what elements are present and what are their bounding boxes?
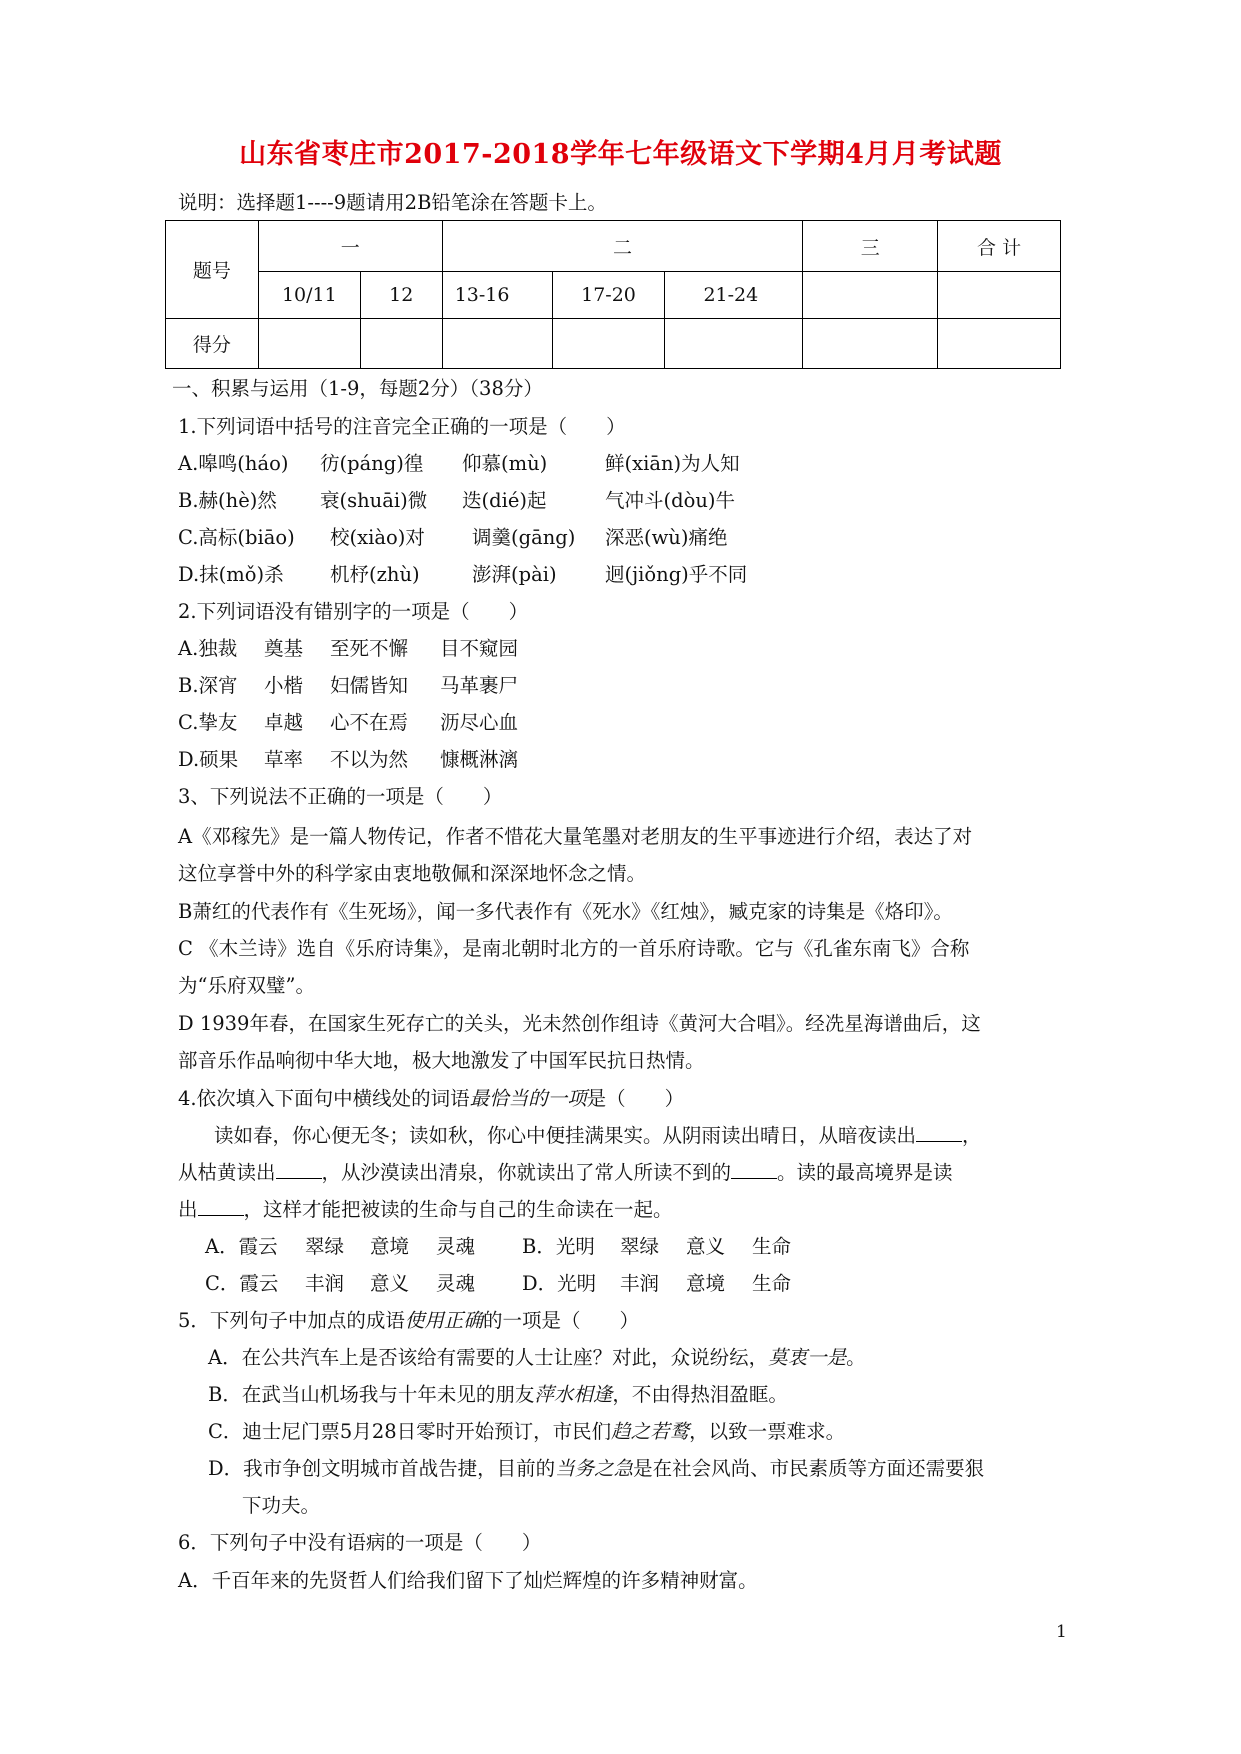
question-number-header: 题号 <box>166 221 259 319</box>
q3-option-c-line1: C 《木兰诗》选自《乐府诗集》，是南北朝时北方的一首乐府诗歌。它与《孔雀东南飞》合称 <box>178 937 970 960</box>
group-2-header: 二 <box>442 221 803 272</box>
q3-option-c-line2: 为“乐府双璧”。 <box>178 974 315 997</box>
group-3-header: 三 <box>803 221 938 272</box>
score-cell <box>938 319 1061 369</box>
group-1-header: 一 <box>258 221 442 272</box>
section-1-heading: 一、积累与运用（1-9，每题2分）（38分） <box>172 377 543 400</box>
q5-option-a: A．在公共汽车上是否该给有需要的人士让座？对此，众说纷纭，莫衷一是。 <box>208 1346 866 1369</box>
score-cell <box>442 319 552 369</box>
subcol-21-24: 21-24 <box>665 272 803 319</box>
q4-stem: 4.依次填入下面句中横线处的词语最恰当的一项是（ ） <box>178 1087 685 1110</box>
blank-line <box>198 1197 244 1216</box>
subcol-10-11: 10/11 <box>258 272 360 319</box>
score-cell <box>665 319 803 369</box>
q2-stem: 2.下列词语没有错别字的一项是（ ） <box>178 600 529 623</box>
score-table <box>165 220 1061 369</box>
q3-option-a-line2: 这位享誉中外的科学家由衷地敬佩和深深地怀念之情。 <box>178 862 647 885</box>
score-cell <box>803 319 938 369</box>
instruction-note: 说明：选择题1----9题请用2B铅笔涂在答题卡上。 <box>178 191 607 214</box>
q4-passage-line2: 从枯黄读出 ，从沙漠读出清泉，你就读出了常人所读不到的 。读的最高境界是读 <box>178 1161 953 1184</box>
subcol-13-16: 13-16 <box>442 272 552 319</box>
blank-line <box>916 1123 962 1142</box>
blank-line <box>276 1160 322 1179</box>
document-page: 山东省枣庄市2017-2018学年七年级语文下学期4月月考试题 说明：选择题1----9题请用2B铅笔涂在答题卡上。 题号 一 二 三 合 计 10/11 12 13-16 17-20 21-24 得分 一、积累与运用（1-9，每题2分）（38分） 1.下列词语中括号的注音完全正确的一项是（ ） A.嗥鸣(háo) 彷(páng)徨 仰慕(mù) 鲜(xiān)为人知 B.赫(hè)然 衰(shuāi)微 迭(dié)起 气冲斗(dòu)牛 C.高标(biāo) 校(xiào)对 调羹(gāng) 深恶(wù)痛绝 D.抹(mǒ)杀 机杼(zhù) 澎湃(pài) 迥(jiǒng)乎不同 2.下列词语没有错别字的一项是（ ） A.独裁 奠基 至死不懈 目不窥园 B.深宵 小楷 妇儒皆知 马革裹尸 C.挚友 卓越 心不在焉 沥尽心血 D.硕果 草率 不以为然 慷概淋漓 3、下列说法不正确的一项是（ ） A《邓稼先》是一篇人物传记，作者不惜花大量笔墨对老朋友的生平事迹进行介绍，表达了对 这位享誉中外的科学家由衷地敬佩和深深地怀念之情。 B萧红的代表作有《生死场》，闻一多代表作有《死水》《红烛》，臧克家的诗集是《烙印》。 C 《木兰诗》选自《乐府诗集》，是南北朝时北方的一首乐府诗歌。它与《孔雀东南飞》合称 为“乐府双璧”。 D 1939年春，在国家生死存亡的关头，光未然创作组诗《黄河大合唱》。经冼星海谱曲后，这 部音乐作品响彻中华大地，极大地激发了中国军民抗日热情。 4.依次填入下面句中横线处的词语最恰当的一项是（ ） 读如春，你心便无冬；读如秋，你心中便挂满果实。从阴雨读出晴日，从暗夜读出 ， 从枯黄读出 ，从沙漠读出清泉，你就读出了常人所读不到的 。读的最高境界是读 出 ，这样才能把被读的生命与自己的生命读在一起。 A．霞云 翠绿 意境 灵魂 B．光明 翠绿 意义 生命 C．霞云 丰润 意义 灵魂 D．光明 丰润 意境 生命 5．下列句子中加点的成语使用正确的一项是（ ） A．在公共汽车上是否该给有需要的人士让座？对此，众说纷纭，莫衷一是。 B．在武当山机场我与十年未见的朋友萍水相逢，不由得热泪盈眶。 C．迪士尼门票5月28日零时开始预订，市民们趋之若鹜，以致一票难求。 D．我市争创文明城市首战告捷，目前的当务之急是在社会风尚、市民素质等方面还需要狠 下功夫。 6．下列句子中没有语病的一项是（ ） A．千百年来的先贤哲人们给我们留下了灿烂辉煌的许多精神财富。 1 <box>0 0 1241 1754</box>
total-header: 合 计 <box>938 221 1061 272</box>
score-row-label: 得分 <box>166 319 259 369</box>
score-cell <box>258 319 360 369</box>
q5-stem: 5．下列句子中加点的成语使用正确的一项是（ ） <box>178 1309 639 1332</box>
q1-stem: 1.下列词语中括号的注音完全正确的一项是（ ） <box>178 415 626 438</box>
document-title: 山东省枣庄市2017-2018学年七年级语文下学期4月月考试题 <box>239 139 1002 170</box>
q3-option-d-line1: D 1939年春，在国家生死存亡的关头，光未然创作组诗《黄河大合唱》。经冼星海谱曲后，这 <box>178 1012 981 1035</box>
q3-option-a-line1: A《邓稼先》是一篇人物传记，作者不惜花大量笔墨对老朋友的生平事迹进行介绍，表达了对 <box>178 825 973 848</box>
q3-option-b: B萧红的代表作有《生死场》，闻一多代表作有《死水》《红烛》，臧克家的诗集是《烙印》。 <box>178 900 953 923</box>
q4-passage-line1: 读如春，你心便无冬；读如秋，你心中便挂满果实。从阴雨读出晴日，从暗夜读出 ， <box>214 1124 982 1147</box>
q5-option-d-line2: 下功夫。 <box>242 1494 321 1517</box>
score-cell <box>552 319 665 369</box>
empty-cell <box>938 272 1061 319</box>
page-number: 1 <box>1056 1622 1067 1642</box>
q5-option-d: D．我市争创文明城市首战告捷，目前的当务之急是在社会风尚、市民素质等方面还需要狠 <box>208 1457 985 1480</box>
q5-option-c: C．迪士尼门票5月28日零时开始预订，市民们趋之若鹜，以致一票难求。 <box>208 1420 846 1443</box>
subcol-17-20: 17-20 <box>552 272 665 319</box>
q6-option-a: A．千百年来的先贤哲人们给我们留下了灿烂辉煌的许多精神财富。 <box>178 1569 758 1592</box>
q3-stem: 3、下列说法不正确的一项是（ ） <box>178 785 503 808</box>
q4-passage-line3: 出 ，这样才能把被读的生命与自己的生命读在一起。 <box>178 1198 673 1221</box>
q6-stem: 6．下列句子中没有语病的一项是（ ） <box>178 1531 542 1554</box>
q3-option-d-line2: 部音乐作品响彻中华大地，极大地激发了中国军民抗日热情。 <box>178 1049 705 1072</box>
empty-cell <box>803 272 938 319</box>
subcol-12: 12 <box>360 272 442 319</box>
q5-option-b: B．在武当山机场我与十年未见的朋友萍水相逢，不由得热泪盈眶。 <box>208 1383 788 1406</box>
blank-line <box>731 1160 777 1179</box>
score-cell <box>360 319 442 369</box>
